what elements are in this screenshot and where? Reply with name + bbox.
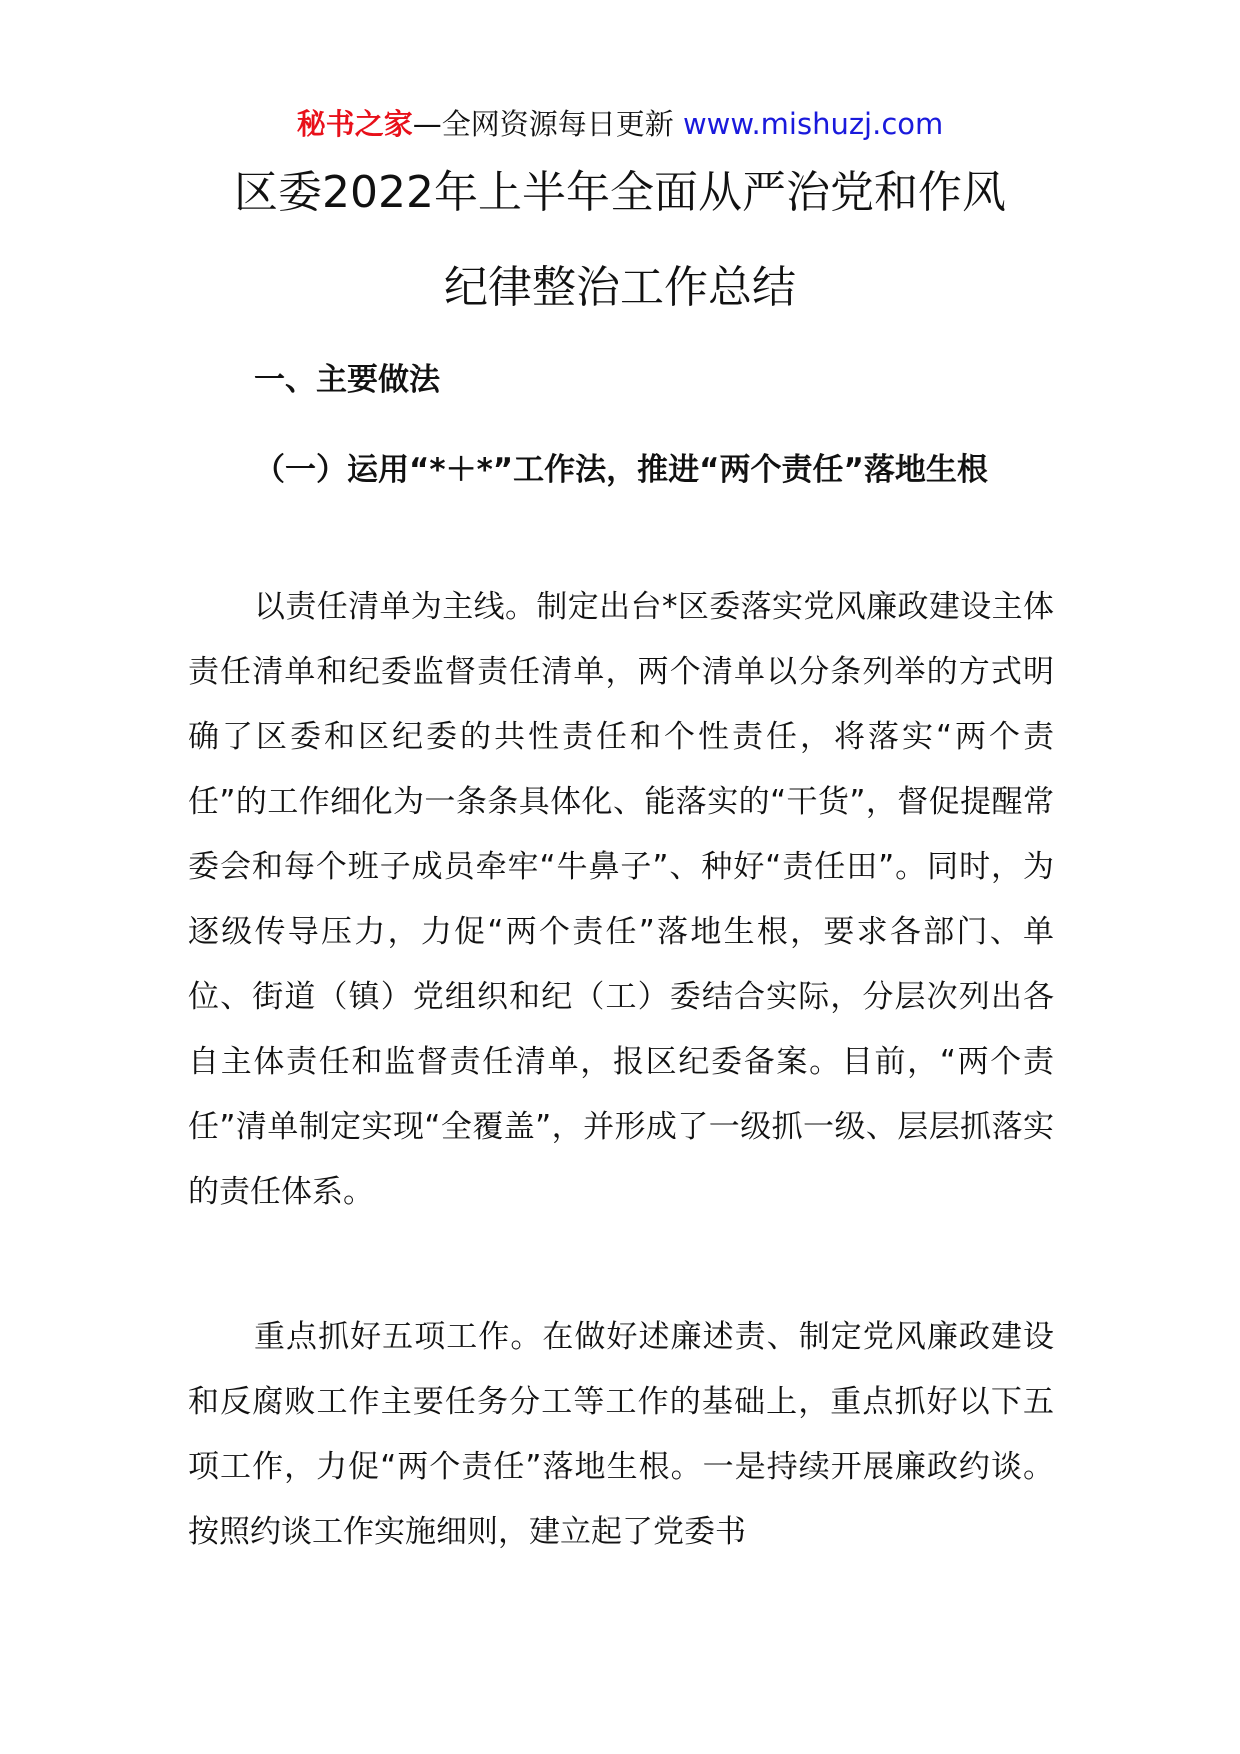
watermark-slogan: —全网资源每日更新 bbox=[412, 107, 683, 141]
watermark-url: www.mishuzj.com bbox=[682, 107, 944, 141]
body-paragraph-2: 重点抓好五项工作。在做好述廉述责、制定党风廉政建设和反腐败工作主要任务分工等工作的基础上，重点抓好以下五项工作，力促“两个责任”落地生根。一是持续开展廉政约谈。按照约谈工作实施细则，建立起了党委书 bbox=[188, 1319, 1054, 1550]
section-heading: 一、主要做法 bbox=[254, 362, 440, 398]
document-title-line1: 区委2022年上半年全面从严治党和作风 bbox=[234, 167, 1006, 218]
watermark-brand: 秘书之家 bbox=[296, 107, 413, 141]
body-paragraph-1: 以责任清单为主线。制定出台*区委落实党风廉政建设主体责任清单和纪委监督责任清单，两个清单以分条列举的方式明确了区委和区纪委的共性责任和个性责任，将落实“两个责任”的工作细化为一条条具体化、能落实的“干货”，督促提醒常委会和每个班子成员牵牢“牛鼻子”、种好“责任田”。同时，为逐级传导压力，力促“两个责任”落地生根，要求各部门、单位、街道（镇）党组织和纪（工）委结合实际，分层次列出各自主体责任和监督责任清单，报区纪委备案。目前，“两个责任”清单制定实现“全覆盖”，并形成了一级抓一级、层层抓落实的责任体系。 bbox=[188, 589, 1054, 1210]
site-watermark bbox=[0, 104, 1240, 144]
document-title-line2: 纪律整治工作总结 bbox=[444, 262, 796, 313]
subsection-heading: （一）运用“*＋*”工作法，推进“两个责任”落地生根 bbox=[254, 452, 988, 488]
